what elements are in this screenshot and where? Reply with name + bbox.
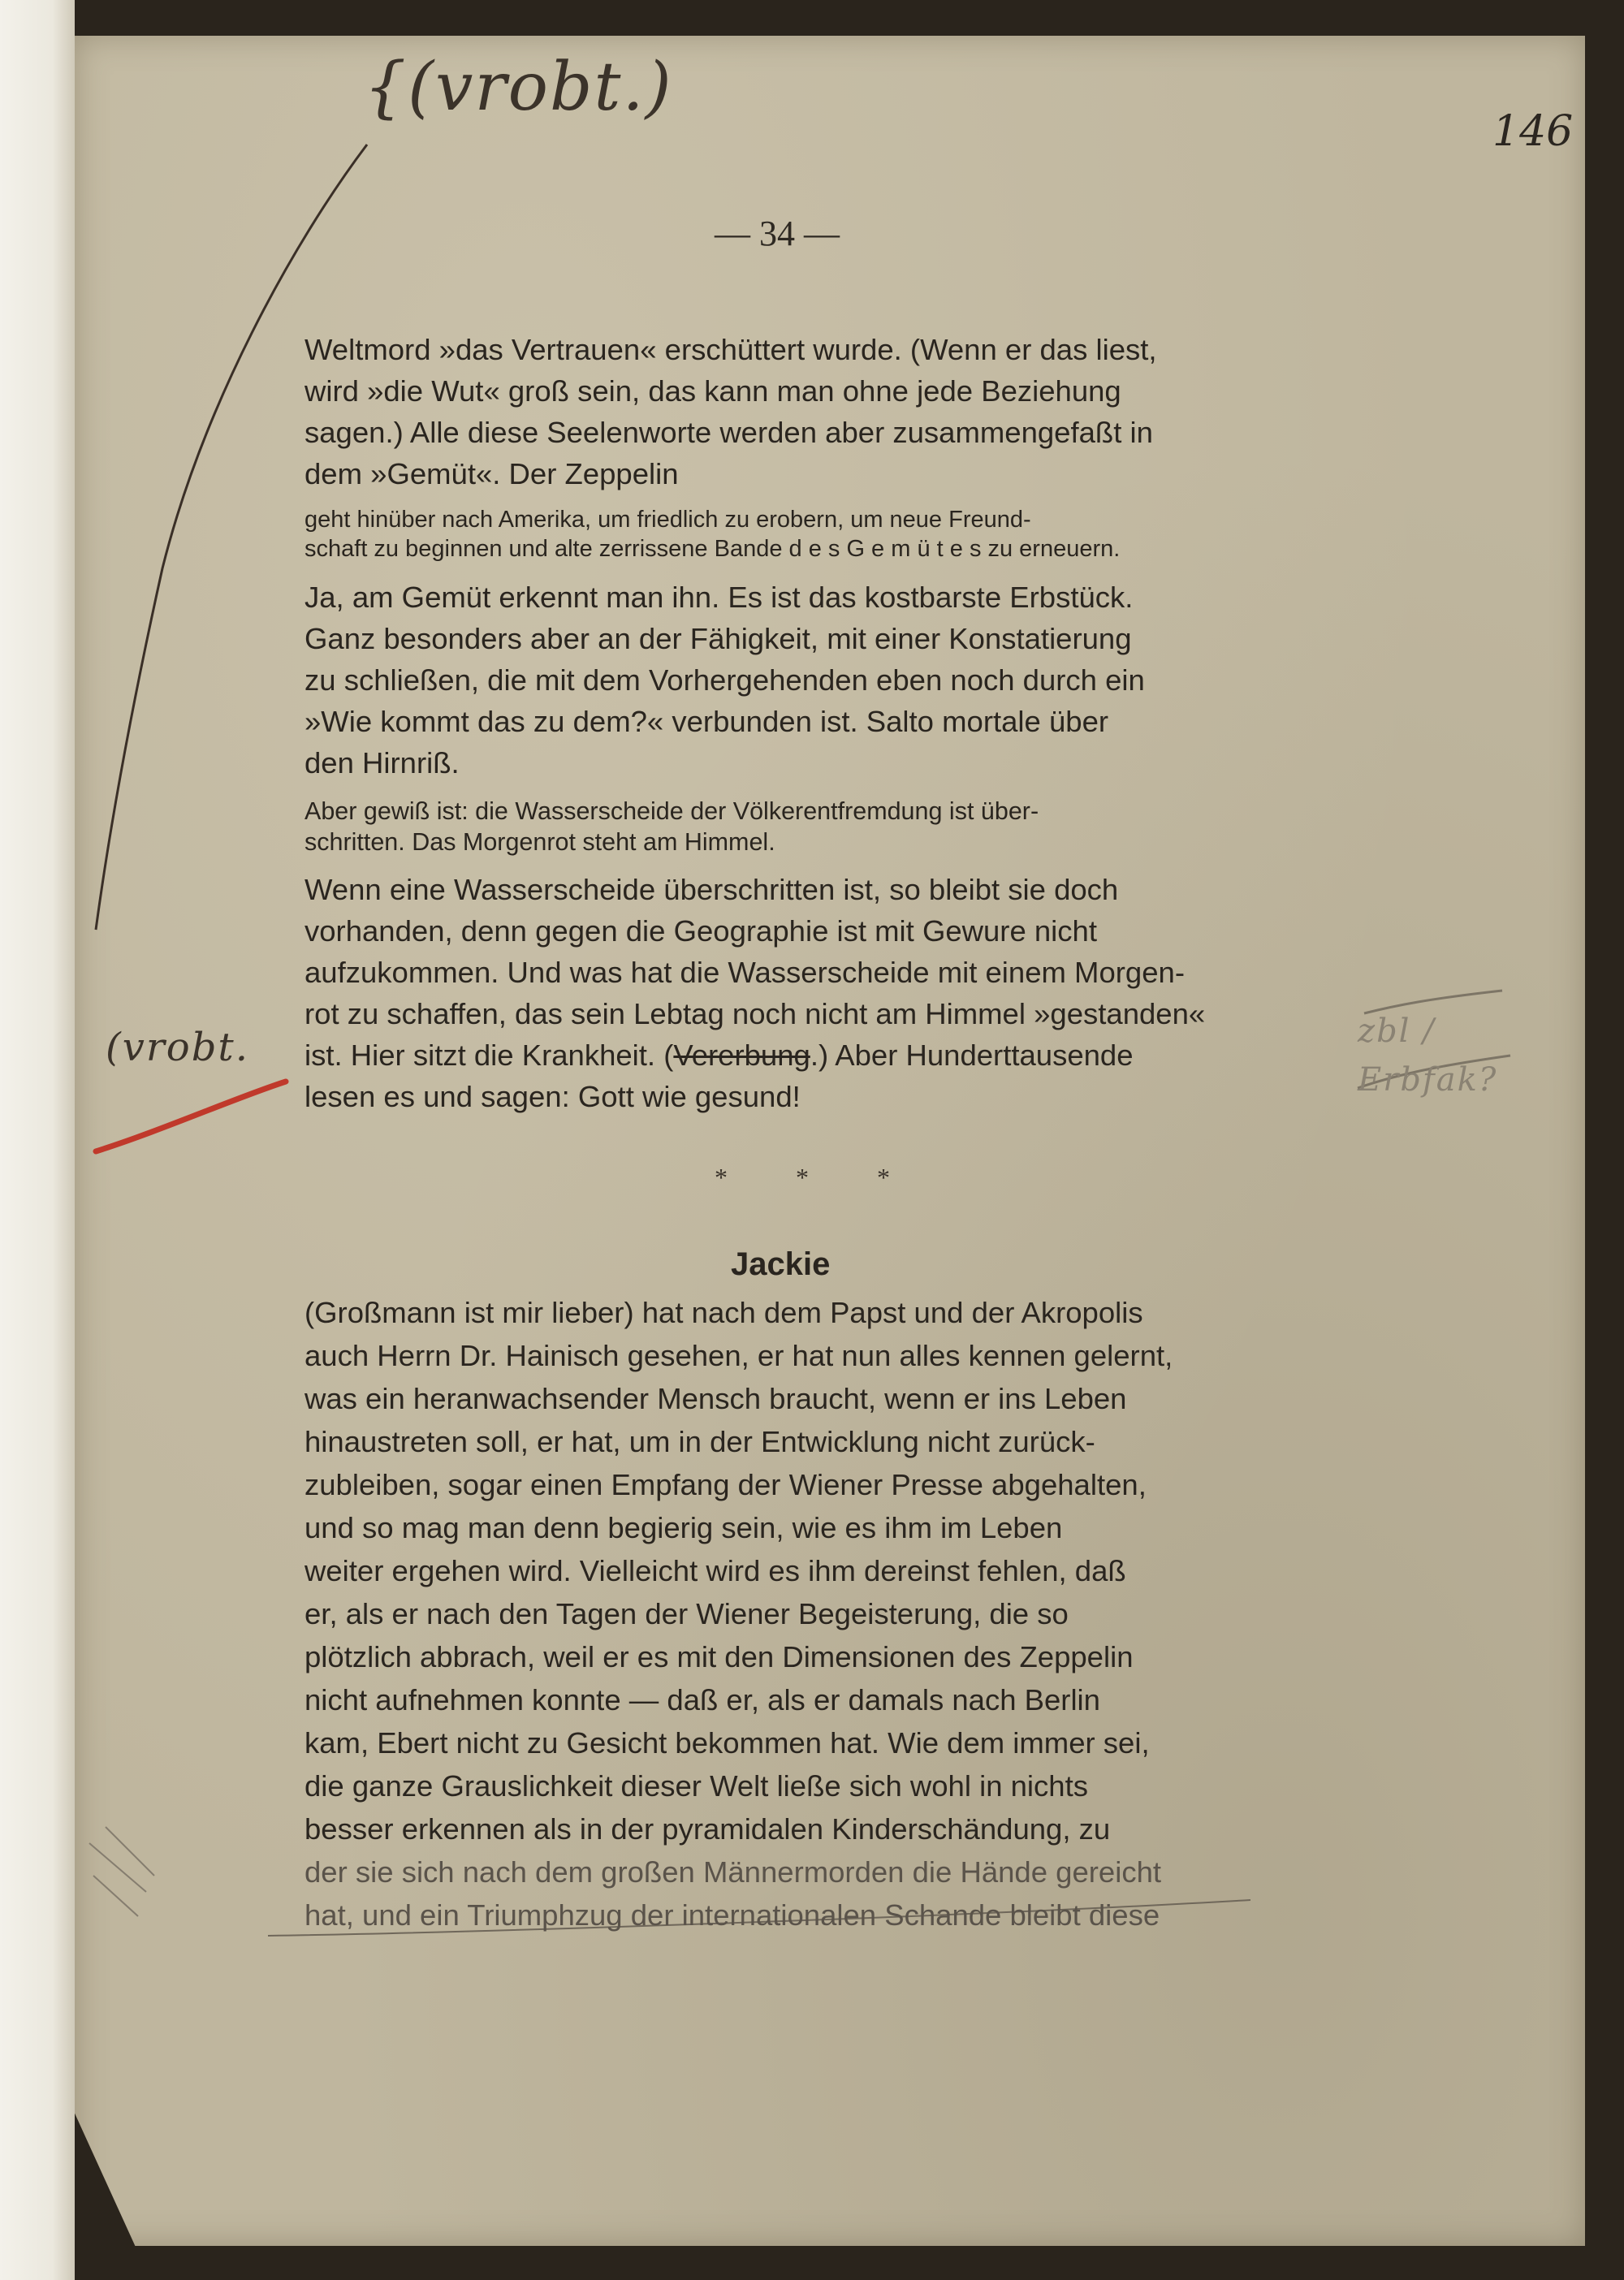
struck-word: Vererbung xyxy=(673,1039,810,1072)
text-line: aufzukommen. Und was hat die Wasserscheide mit einem Morgen- xyxy=(304,956,1185,989)
text-line: kam, Ebert nicht zu Gesicht bekommen hat. Wie dem immer sei, xyxy=(304,1726,1150,1760)
folio-number: 146 xyxy=(1492,107,1574,156)
text-line: (Großmann ist mir lieber) hat nach dem Papst und der Akropolis xyxy=(304,1296,1143,1329)
text-line: Ganz besonders aber an der Fähigkeit, mit einer Konstatierung xyxy=(304,622,1132,655)
text-line: Ja, am Gemüt erkennt man ihn. Es ist das kostbarste Erbstück. xyxy=(304,581,1134,614)
text-line: rot zu schaffen, das sein Lebtag noch nicht am Himmel »gestanden« xyxy=(304,997,1206,1030)
text-line: wird »die Wut« groß sein, das kann man ohne jede Beziehung xyxy=(304,374,1121,408)
top-pencil-note: {(vrobt.) xyxy=(364,49,673,126)
quotation-2 xyxy=(304,796,1287,857)
text-line: Wenn eine Wasserscheide überschritten ist, so bleibt sie doch xyxy=(304,873,1119,906)
text-line: nicht aufnehmen konnte — daß er, als er damals nach Berlin xyxy=(304,1683,1100,1716)
text-line: den Hirnriß. xyxy=(304,746,460,779)
text-line-with-strike xyxy=(304,1034,1287,1076)
text-segment: ist. Hier sitzt die Krankheit. ( xyxy=(304,1039,674,1072)
section-separator: * * * xyxy=(715,1163,921,1192)
text-line: vorhanden, denn gegen die Geographie ist mit Gewure nicht xyxy=(304,914,1097,948)
text-line: schritten. Das Morgenrot steht am Himmel. xyxy=(304,828,775,856)
text-line: schaft zu beginnen und alte zerrissene Bande d e s G e m ü t e s zu erneuern. xyxy=(304,536,1121,562)
paragraph-2 xyxy=(304,576,1287,784)
text-line: lesen es und sagen: Gott wie gesund! xyxy=(304,1080,801,1113)
right-margin-pencil-note: zbl / Erbfak? xyxy=(1358,1013,1498,1099)
text-line: zubleiben, sogar einen Empfang der Wiener Presse abgehalten, xyxy=(304,1468,1147,1501)
text-line: Aber gewiß ist: die Wasserscheide der Völkerentfremdung ist über- xyxy=(304,797,1039,825)
text-line: »Wie kommt das zu dem?« verbunden ist. Salto mortale über xyxy=(304,705,1109,738)
paragraph-jackie xyxy=(304,1291,1287,1937)
text-line: hinaustreten soll, er hat, um in der Entwicklung nicht zurück- xyxy=(304,1425,1095,1458)
text-line: hat, und ein Triumphzug der internationalen Schande bleibt diese xyxy=(304,1898,1160,1932)
text-line: dem »Gemüt«. Der Zeppelin xyxy=(304,457,679,490)
text-line: und so mag man denn begierig sein, wie es ihm im Leben xyxy=(304,1511,1063,1544)
page-number: — 34 — xyxy=(715,214,840,253)
margin-pencil-note: (vrobt. xyxy=(106,1025,249,1070)
text-line: sagen.) Alle diese Seelenworte werden aber zusammengefaßt in xyxy=(304,416,1153,449)
text-line: geht hinüber nach Amerika, um friedlich zu erobern, um neue Freund- xyxy=(304,507,1031,533)
text-segment: .) Aber Hunderttausende xyxy=(810,1039,1134,1072)
text-line: was ein heranwachsender Mensch braucht, wenn er ins Leben xyxy=(304,1382,1127,1415)
text-line: weiter ergehen wird. Vielleicht wird es ihm dereinst fehlen, daß xyxy=(304,1554,1126,1587)
text-line: die ganze Grauslichkeit dieser Welt ließe sich wohl in nichts xyxy=(304,1769,1088,1803)
text-line: zu schließen, die mit dem Vorhergehenden eben noch durch ein xyxy=(304,663,1145,697)
text-line: auch Herrn Dr. Hainisch gesehen, er hat nun alles kennen gelernt, xyxy=(304,1339,1173,1372)
paragraph-3 xyxy=(304,869,1287,1117)
text-line: besser erkennen als in der pyramidalen Kinderschändung, zu xyxy=(304,1812,1111,1846)
section-title: Jackie xyxy=(731,1246,831,1282)
paragraph-1 xyxy=(304,329,1287,494)
text-line: der sie sich nach dem großen Männermorden die Hände gereicht xyxy=(304,1855,1162,1889)
bottom-left-hatching xyxy=(89,1827,154,1916)
quotation-1 xyxy=(304,505,1287,564)
text-line: Weltmord »das Vertrauen« erschüttert wurde. (Wenn er das liest, xyxy=(304,333,1157,366)
text-line: er, als er nach den Tagen der Wiener Begeisterung, die so xyxy=(304,1597,1069,1630)
text-line: plötzlich abbrach, weil er es mit den Dimensionen des Zeppelin xyxy=(304,1640,1134,1673)
red-pencil-stroke xyxy=(96,1082,286,1151)
